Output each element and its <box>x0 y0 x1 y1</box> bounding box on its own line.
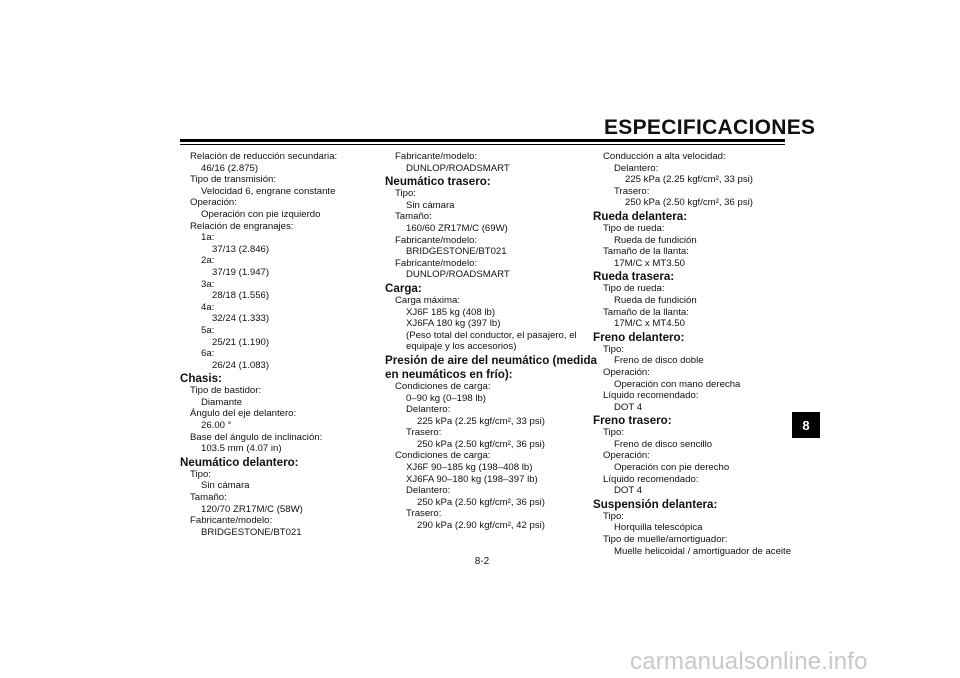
spec-label: Relación de reducción secundaria: <box>190 151 338 162</box>
spec-value: 6a: <box>201 348 215 360</box>
spec-value: Delantero: <box>406 485 451 497</box>
section-heading: Neumático trasero: <box>385 175 491 189</box>
section-heading: Presión de aire del neumático (medida <box>385 353 597 367</box>
spec-value: Sin cámara <box>406 199 455 211</box>
spec-value: 160/60 ZR17M/C (69W) <box>406 222 508 234</box>
spec-label: Tamaño de la llanta: <box>603 306 689 318</box>
spec-value: Operación con pie derecho <box>614 462 730 474</box>
spec-column-1 <box>180 151 380 538</box>
spec-value: 37/19 (1.947) <box>212 266 270 278</box>
spec-value: 225 kPa (2.25 kgf/cm², 33 psi) <box>417 415 545 427</box>
spec-label: Relación de engranajes: <box>190 220 294 232</box>
spec-value: equipaje y los accesorios) <box>406 341 517 353</box>
spec-label: Tipo: <box>190 468 211 480</box>
section-heading: Chasis: <box>180 372 222 386</box>
spec-value: 26/24 (1.083) <box>212 359 270 371</box>
spec-label: Tipo de muelle/amortiguador: <box>603 534 728 546</box>
spec-label: Tamaño: <box>190 492 227 504</box>
spec-value: Freno de disco doble <box>614 355 704 367</box>
spec-value: Muelle helicoidal / amortiguador de aceite <box>614 545 792 557</box>
section-heading: Suspensión delantera: <box>593 497 718 511</box>
spec-value: Diamante <box>201 396 243 408</box>
spec-value: 290 kPa (2.90 kgf/cm², 42 psi) <box>417 520 545 532</box>
spec-value: Trasero: <box>614 185 650 197</box>
spec-value: DOT 4 <box>614 485 643 497</box>
spec-label: Tipo de rueda: <box>603 283 665 295</box>
spec-value: Trasero: <box>406 427 442 439</box>
spec-label: Tamaño: <box>395 211 432 223</box>
spec-value: 250 kPa (2.50 kgf/cm², 36 psi) <box>417 438 545 450</box>
spec-label: Tipo: <box>603 343 624 355</box>
header-rule-thick <box>180 139 785 142</box>
spec-value: 17M/C x MT4.50 <box>614 318 685 330</box>
spec-value: 4a: <box>201 301 215 313</box>
section-heading: Carga: <box>385 281 422 295</box>
spec-value: XJ6F 90–185 kg (198–408 lb) <box>406 462 533 474</box>
spec-label: Operación: <box>603 366 650 378</box>
spec-value: Velocidad 6, engrane constante <box>201 185 336 197</box>
spec-value: Rueda de fundición <box>614 294 697 306</box>
spec-value: DUNLOP/ROADSMART <box>406 269 510 281</box>
spec-value: Operación con mano derecha <box>614 378 741 390</box>
spec-label: Condiciones de carga: <box>395 450 491 462</box>
spec-label: Fabricante/modelo: <box>395 151 478 162</box>
section-heading: en neumáticos en frío): <box>385 367 513 381</box>
spec-label: Líquido recomendado: <box>603 473 699 485</box>
spec-value: Delantero: <box>406 404 451 416</box>
spec-label: Tipo de bastidor: <box>190 385 262 397</box>
spec-column-3 <box>593 151 793 557</box>
spec-value: 25/21 (1.190) <box>212 336 270 348</box>
section-heading: Freno trasero: <box>593 414 672 428</box>
spec-label: Tipo: <box>395 188 416 200</box>
spec-value: XJ6F 185 kg (408 lb) <box>406 306 496 318</box>
spec-label: Fabricante/modelo: <box>190 515 273 527</box>
spec-label: Base del ángulo de inclinación: <box>190 431 323 443</box>
spec-value: 250 kPa (2.50 kgf/cm², 36 psi) <box>625 197 753 209</box>
spec-value: Operación con pie izquierdo <box>201 208 321 220</box>
section-heading: Neumático delantero: <box>180 455 299 469</box>
page-number: 8-2 <box>474 556 490 567</box>
spec-value: Trasero: <box>406 508 442 520</box>
spec-value: 103.5 mm (4.07 in) <box>201 443 282 455</box>
spec-label: Tipo: <box>603 427 624 439</box>
spec-label: Conducción a alta velocidad: <box>603 151 726 162</box>
page-title: ESPECIFICACIONES <box>604 116 816 139</box>
spec-label: Condiciones de carga: <box>395 380 491 392</box>
spec-label: Tipo: <box>603 510 624 522</box>
spec-value: (Peso total del conductor, el pasajero, el <box>406 329 577 341</box>
spec-label: Operación: <box>190 197 237 209</box>
header-rule-thin <box>180 144 785 145</box>
spec-value: 26.00 ° <box>201 420 232 432</box>
spec-label: Operación: <box>603 450 650 462</box>
spec-value: Horquilla telescópica <box>614 522 703 534</box>
footer-watermark: carmanualsonline.info <box>630 648 868 675</box>
spec-value: DUNLOP/ROADSMART <box>406 162 510 174</box>
spec-value: 225 kPa (2.25 kgf/cm², 33 psi) <box>625 174 753 186</box>
spec-value: 46/16 (2.875) <box>201 162 259 174</box>
spec-value: 5a: <box>201 324 215 336</box>
spec-value: 37/13 (2.846) <box>212 243 270 255</box>
spec-column-2 <box>385 151 597 532</box>
spec-value: DOT 4 <box>614 401 643 413</box>
spec-value: BRIDGESTONE/BT021 <box>406 246 507 258</box>
spec-value: 0–90 kg (0–198 lb) <box>406 392 487 404</box>
spec-label: Líquido recomendado: <box>603 390 699 402</box>
spec-value: XJ6FA 90–180 kg (198–397 lb) <box>406 473 538 485</box>
spec-value: 32/24 (1.333) <box>212 313 270 325</box>
spec-value: 3a: <box>201 278 215 290</box>
spec-label: Fabricante/modelo: <box>395 257 478 269</box>
spec-label: Fabricante/modelo: <box>395 234 478 246</box>
spec-value: BRIDGESTONE/BT021 <box>201 526 302 538</box>
spec-value: 1a: <box>201 232 215 244</box>
spec-value: Freno de disco sencillo <box>614 438 713 450</box>
section-heading: Rueda trasera: <box>593 270 675 284</box>
spec-value: 120/70 ZR17M/C (58W) <box>201 503 303 515</box>
chapter-tab: 8 <box>792 412 820 438</box>
spec-label: Tipo de transmisión: <box>190 174 277 186</box>
spec-value: 28/18 (1.556) <box>212 290 270 302</box>
section-heading: Rueda delantera: <box>593 209 688 223</box>
spec-value: 250 kPa (2.50 kgf/cm², 36 psi) <box>417 496 545 508</box>
spec-value: Sin cámara <box>201 480 250 492</box>
spec-label: Tipo de rueda: <box>603 222 665 234</box>
section-heading: Freno delantero: <box>593 330 685 344</box>
spec-value: 2a: <box>201 255 215 267</box>
spec-label: Ángulo del eje delantero: <box>190 408 297 420</box>
spec-value: Rueda de fundición <box>614 234 697 246</box>
spec-value: 17M/C x MT3.50 <box>614 257 685 269</box>
spec-label: Carga máxima: <box>395 294 461 306</box>
spec-value: Delantero: <box>614 162 659 174</box>
spec-label: Tamaño de la llanta: <box>603 246 689 258</box>
spec-value: XJ6FA 180 kg (397 lb) <box>406 318 501 330</box>
